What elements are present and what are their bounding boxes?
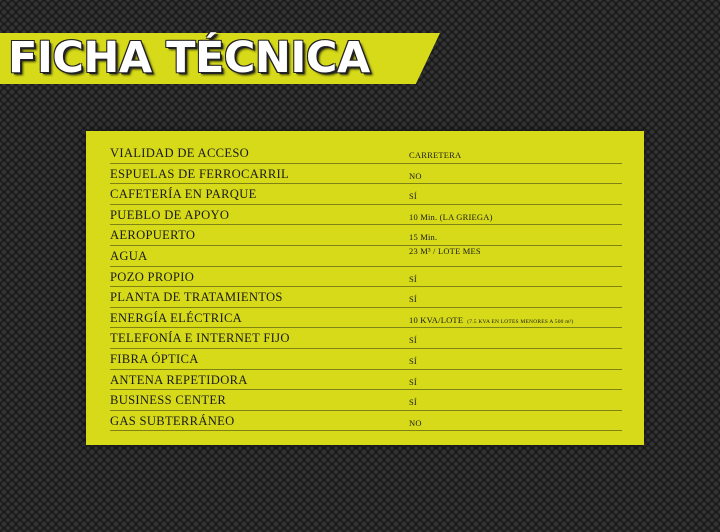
- spec-value: SÍ: [409, 273, 417, 284]
- spec-row: [110, 390, 622, 411]
- spec-row: [110, 205, 622, 226]
- spec-label: PLANTA DE TRATAMIENTOS: [110, 290, 283, 305]
- spec-row: [110, 267, 622, 288]
- spec-label: AGUA: [110, 248, 148, 263]
- spec-row: [110, 370, 622, 391]
- spec-value: 23 M³ / LOTE MES: [409, 245, 481, 256]
- spec-row: [110, 246, 622, 267]
- page-title: FICHA TÉCNICA: [8, 33, 370, 83]
- spec-row: [110, 349, 622, 370]
- spec-label: PUEBLO DE APOYO: [110, 207, 230, 222]
- spec-label: VIALIDAD DE ACCESO: [110, 146, 250, 160]
- spec-value: 10 Min. (LA GRIEGA): [409, 211, 493, 222]
- spec-row: [110, 287, 622, 308]
- spec-value: SÍ: [409, 191, 417, 202]
- spec-label: ANTENA REPETIDORA: [110, 372, 248, 387]
- spec-row: [110, 328, 622, 349]
- spec-value: SÍ: [409, 294, 417, 305]
- spec-label: TELEFONÍA E INTERNET FIJO: [110, 331, 290, 346]
- spec-value: SÍ: [409, 335, 417, 346]
- spec-label: GAS SUBTERRÁNEO: [110, 413, 235, 428]
- spec-label: CAFETERÍA EN PARQUE: [110, 187, 257, 202]
- spec-value-note: (7.5 KVA EN LOTES MENORES A 500 m²): [467, 318, 574, 325]
- spec-value: [409, 315, 574, 325]
- spec-row: [110, 143, 622, 164]
- spec-label: ESPUELAS DE FERROCARRIL: [110, 166, 290, 181]
- spec-label: FIBRA ÓPTICA: [110, 351, 199, 366]
- spec-row: [110, 411, 622, 432]
- spec-value: CARRETERA: [409, 150, 462, 160]
- spec-label: BUSINESS CENTER: [110, 393, 227, 408]
- spec-value: 15 Min.: [409, 232, 438, 243]
- spec-row: [110, 308, 622, 329]
- spec-label: ENERGÍA ELÉCTRICA: [110, 310, 243, 325]
- spec-value: SÍ: [409, 355, 417, 366]
- spec-value: NO: [409, 417, 422, 428]
- spec-panel: [86, 131, 644, 445]
- spec-table: [110, 143, 622, 431]
- spec-row: [110, 164, 622, 185]
- spec-value: SÍ: [409, 397, 417, 408]
- spec-row: [110, 225, 622, 246]
- spec-label: AEROPUERTO: [110, 228, 196, 243]
- spec-row: [110, 184, 622, 205]
- spec-value: NO: [409, 170, 422, 181]
- spec-value: SÍ: [409, 376, 417, 387]
- spec-value-main: 10 KVA/LOTE: [409, 314, 464, 325]
- spec-label: POZO PROPIO: [110, 269, 195, 284]
